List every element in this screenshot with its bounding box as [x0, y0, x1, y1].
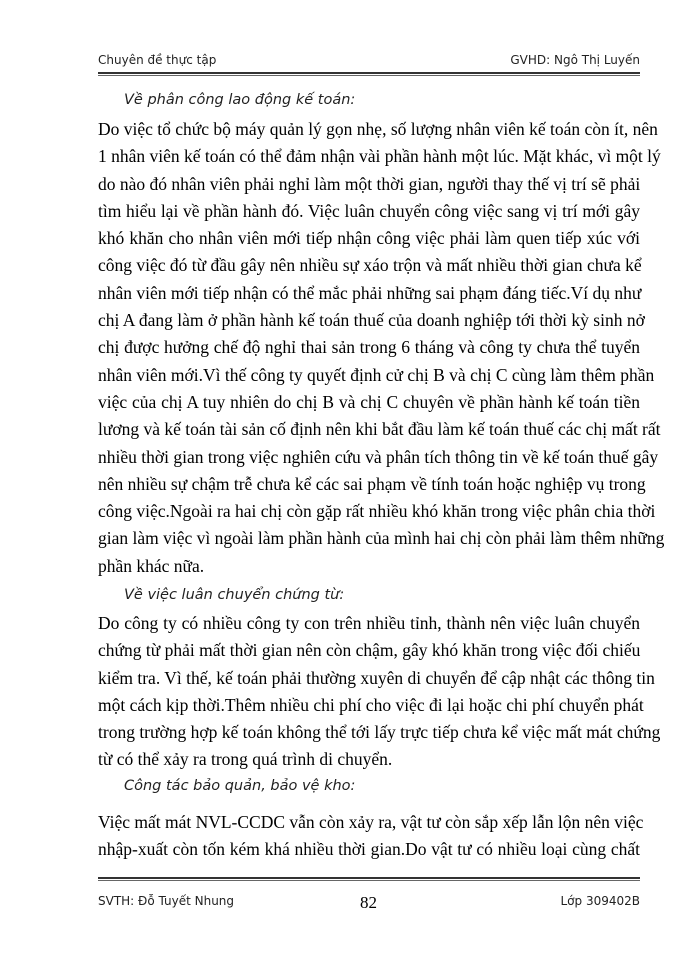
text-line: nhân viên mới.Vì thế công ty quyết định cử chị B và chị C cùng làm thêm phần — [98, 364, 655, 385]
text-line: nhập-xuất còn tốn kém khá nhiều thời gian.Do vật tư có nhiều loại cùng chất — [98, 839, 640, 860]
text-line: khó khăn cho nhân viên mới tiếp nhận công việc phải làm quen tiếp xúc với — [98, 228, 640, 249]
text-line: từ có thể xảy ra trong quá trình di chuyển. — [98, 749, 393, 770]
text-line: việc của chị A tuy nhiên do chị B và chị C chuyên về phần hành kế toán tiền — [98, 391, 640, 412]
text-line: nhân viên mới tiếp nhận có thể mắc phải những sai phạm đáng tiếc.Ví dụ như — [98, 282, 642, 303]
text-line: Do công ty có nhiều công ty con trên nhiều tỉnh, thành nên việc luân chuyển — [98, 613, 640, 633]
text-line: công việc đó từ đầu gây nên nhiều sự xáo trộn và mất nhiều thời gian chưa kể — [98, 255, 642, 276]
text-line: lương và kế toán tài sản cố định nên khi bắt đầu làm kế toán thuế các chị mất rất — [98, 419, 661, 440]
text-line: 1 nhân viên kế toán có thể đảm nhận vài phần hành một lúc. Mặt khác, vì một lý — [98, 146, 661, 167]
section-heading: Công tác bảo quản, bảo vệ kho: — [124, 778, 356, 794]
text-line: gian làm việc vì ngoài làm phần hành của mình hai chị còn phải làm thêm những — [98, 528, 665, 549]
paragraph — [98, 116, 665, 580]
paragraph — [98, 610, 661, 774]
text-line: chị được hưởng chế độ nghỉ thai sản trong 6 tháng và công ty chưa thể tuyển — [98, 337, 640, 358]
text-line: công việc.Ngoài ra hai chị còn gặp rất nhiều khó khăn trong việc phân chia thời — [98, 501, 656, 522]
text-line: phần khác nữa. — [98, 555, 205, 576]
page-header-right: GVHD: Ngô Thị Luyến — [510, 53, 640, 67]
footer-rule — [98, 877, 640, 881]
text-line: kiểm tra. Vì thế, kế toán phải thường xuyên di chuyển để cập nhật các thông tin — [98, 667, 655, 688]
text-line: trong trường hợp kế toán không thể tới lấy trực tiếp chưa kể việc mất mát chứng — [98, 722, 661, 743]
section-heading: Về phân công lao động kế toán: — [124, 92, 356, 108]
footer-class: Lớp 309402B — [560, 894, 640, 908]
text-line: Do việc tổ chức bộ máy quản lý gọn nhẹ, số lượng nhân viên kế toán còn ít, nên — [98, 119, 658, 139]
text-line: Việc mất mát NVL-CCDC vẫn còn xảy ra, vật tư còn sắp xếp lẫn lộn nên việc — [98, 812, 644, 832]
page-header-left: Chuyên đề thực tập — [98, 53, 217, 67]
text-line: tìm hiểu lại về phần hành đó. Việc luân chuyển công việc sang vị trí mới gây — [98, 200, 640, 221]
section-heading: Về việc luân chuyển chứng từ: — [124, 587, 345, 603]
text-line: chứng từ phải mất thời gian nên còn chậm, gây khó khăn trong việc đối chiếu — [98, 640, 641, 661]
text-line: nhiều thời gian trong việc nghiên cứu và phân tích thông tin về kế toán thuế gây — [98, 446, 659, 467]
paragraph — [98, 809, 644, 864]
header-rule — [98, 72, 640, 76]
footer-student: SVTH: Đỗ Tuyết Nhung — [98, 894, 235, 908]
text-line: một cách kịp thời.Thêm nhiều chi phí cho việc đi lại hoặc chi phí chuyển phát — [98, 694, 644, 715]
text-line: do nào đó nhân viên phải nghỉ làm một thời gian, người thay thế vị trí sẽ phải — [98, 173, 641, 194]
text-line: chị A đang làm ở phần hành kế toán thuế của doanh nghiệp tới thời kỳ sinh nở — [98, 310, 645, 331]
page-number: 82 — [360, 893, 377, 912]
text-line: nên nhiều sự chậm trễ chưa kể các sai phạm về tính toán hoặc nghiệp vụ trong — [98, 473, 646, 494]
